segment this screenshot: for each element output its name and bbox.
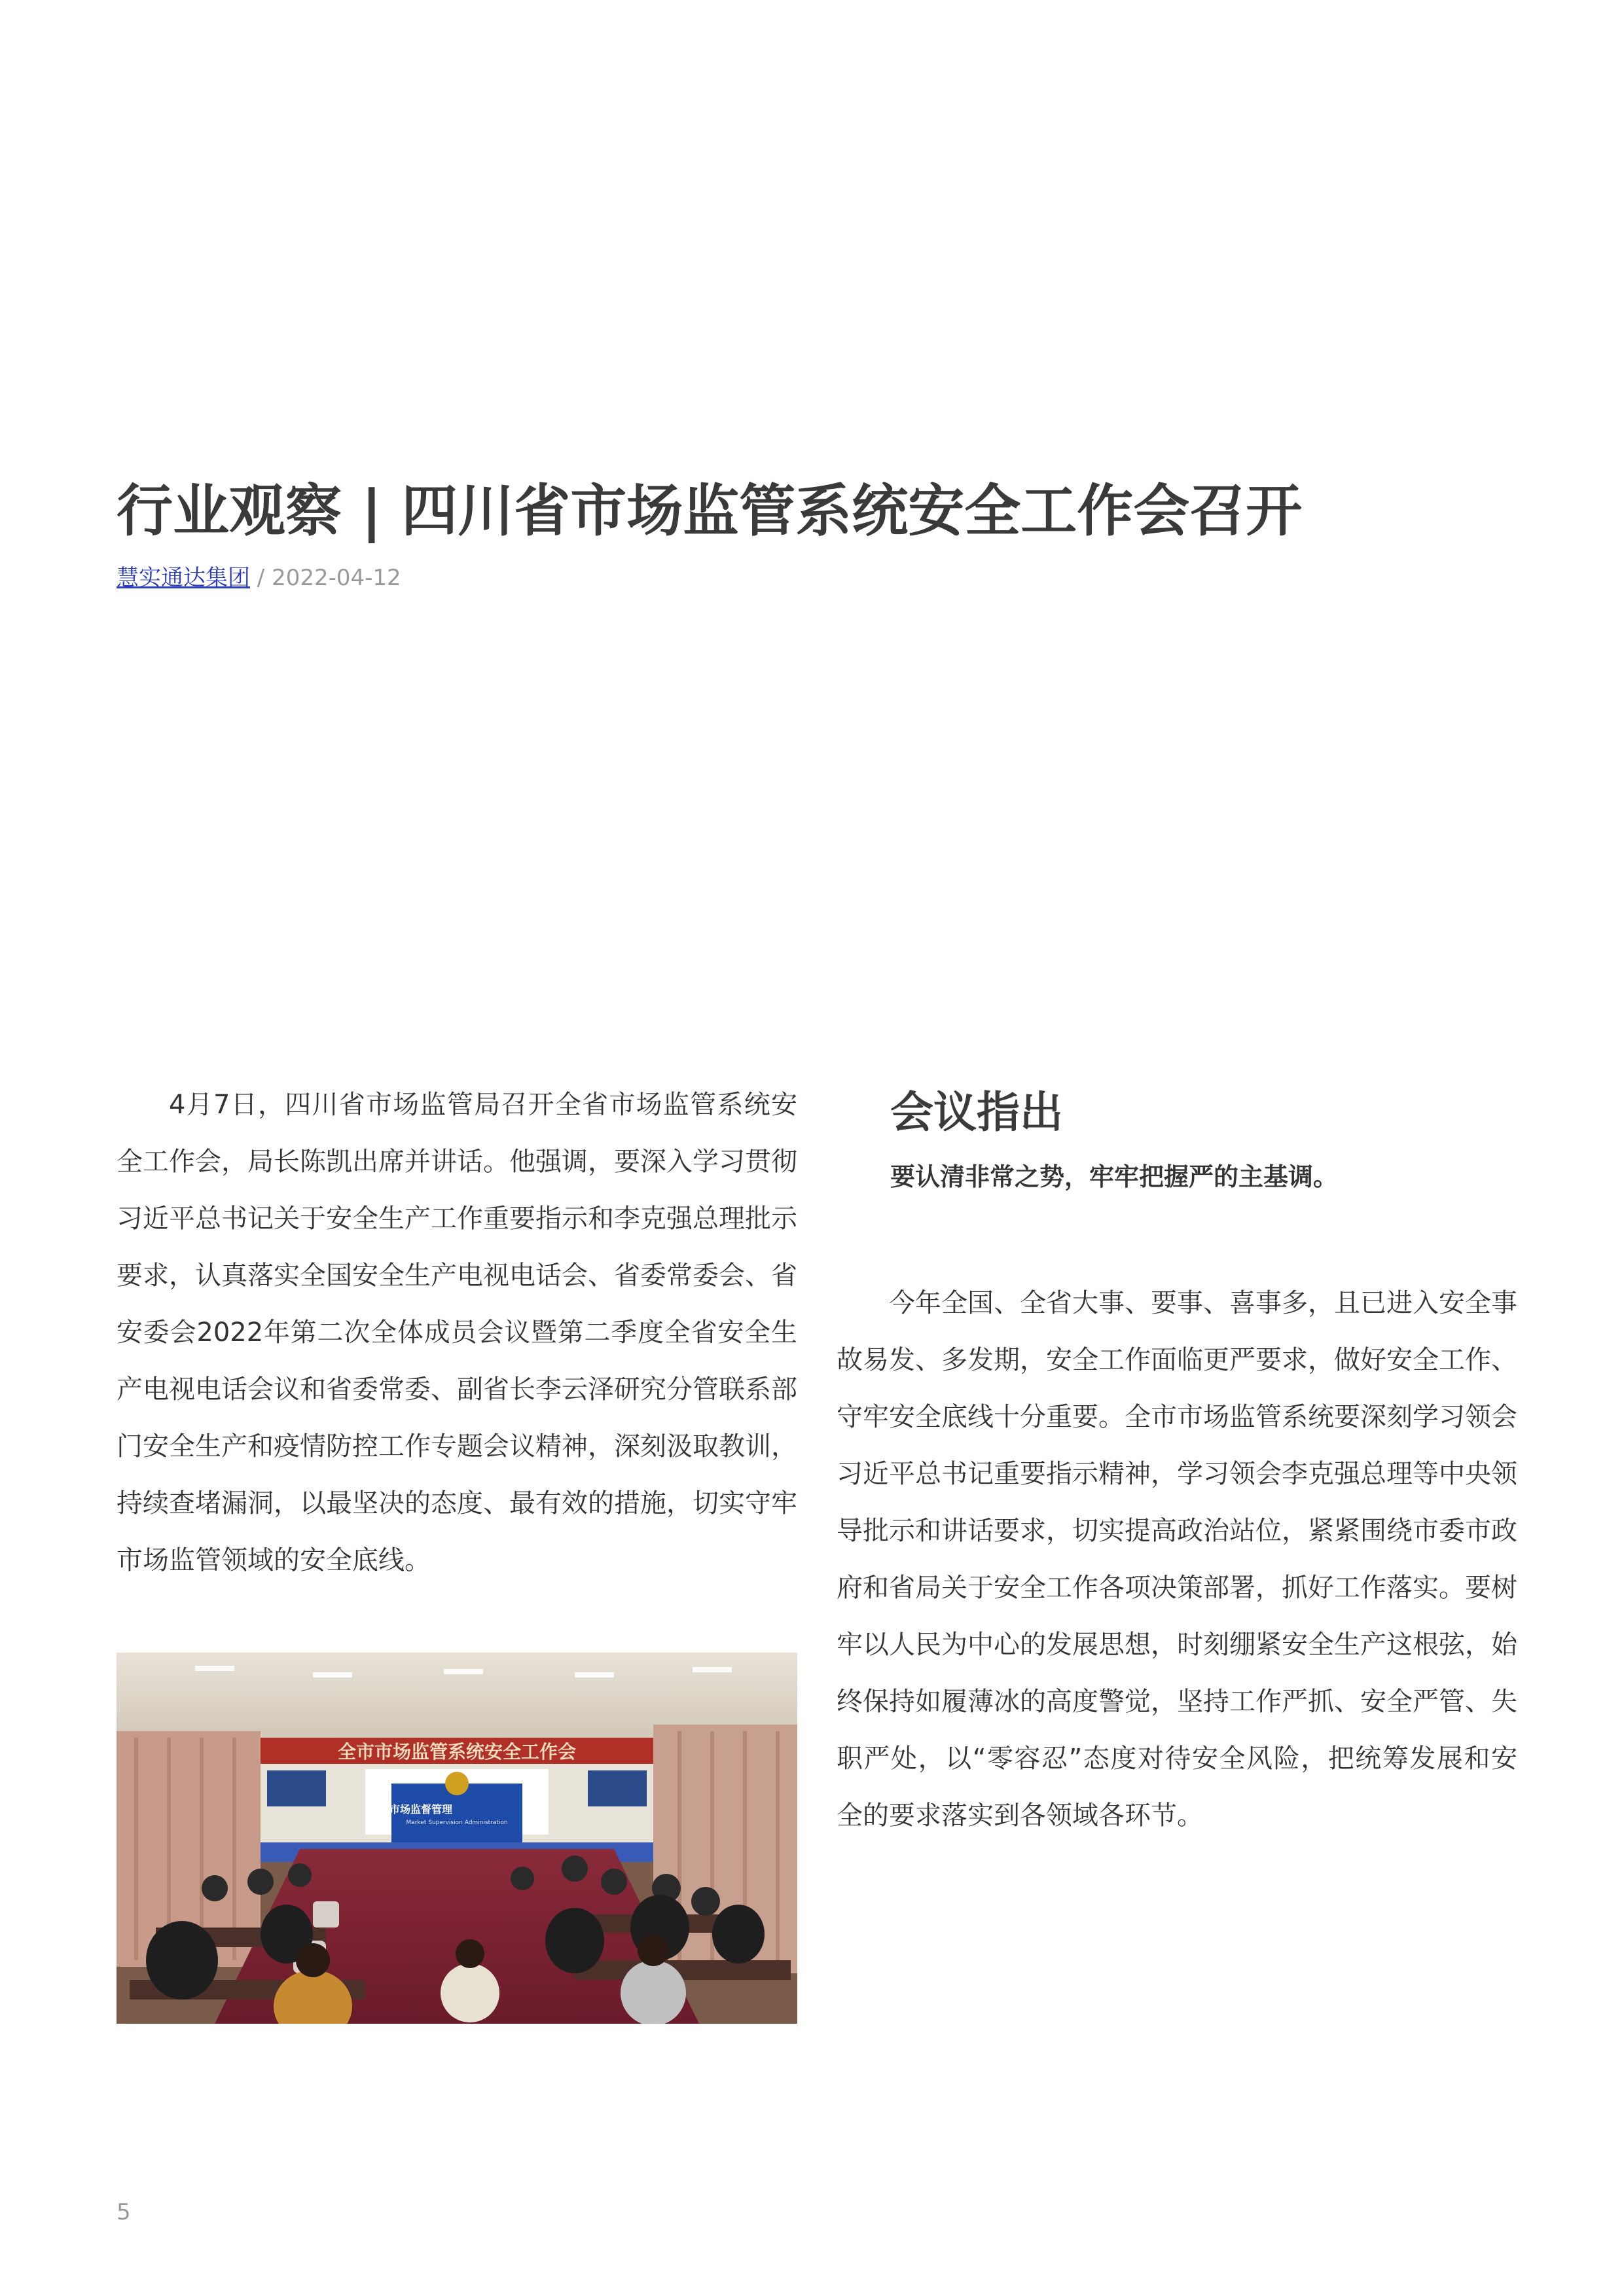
article-title: 行业观察 | 四川省市场监管系统安全工作会召开: [117, 478, 1303, 544]
intro-paragraph: 4月7日，四川省市场监管局召开全省市场监管系统安全工作会，局长陈凯出席并讲话。他强调，要深入学习贯彻习近平总书记关于安全生产工作重要指示和李克强总理批示要求，认真落实全国安全生产电视电话会、省委常委会、省安委会2022年第二次全体成员会议暨第二季度全省安全生产电视电话会议和省委常委、副省长李云泽研究分管联系部门安全生产和疫情防控工作专题会议精神，深刻汲取教训，持续查堵漏洞，以最坚决的态度、最有效的措施，切实守牢市场监管领域的安全底线。: [117, 1090, 797, 1575]
meeting-photo: [117, 1653, 797, 2024]
podium-subtext: Market Supervision Administration: [406, 1820, 508, 1826]
section-title: 会议指出: [890, 1087, 1063, 1138]
right-column: [837, 1080, 1517, 1844]
article-byline: [117, 562, 401, 594]
meeting-paragraph: 今年全国、全省大事、要事、喜事多，且已进入安全事故易发、多发期，安全工作面临更严要求，做好安全工作、守牢安全底线十分重要。全市市场监管系统要深刻学习领会习近平总书记重要指示精神，学习领会李克强总理等中央领导批示和讲话要求，切实提高政治站位，紧紧围绕市委市政府和省局关于安全工作各项决策部署，抓好工作落实。要树牢以人民为中心的发展思想，时刻绷紧安全生产这根弦，始终保持如履薄冰的高度警觉，坚持工作严抓、安全严管、失职严处，以“零容忍”态度对待安全风险，把统筹发展和安全的要求落实到各领域各环节。: [837, 1288, 1517, 1831]
publish-date: 2022-04-12: [272, 565, 401, 591]
podium-text: 市场监督管理: [389, 1803, 453, 1816]
page-number: 5: [117, 2199, 131, 2225]
author-link[interactable]: 慧实通达集团: [117, 565, 250, 591]
left-column: [117, 1077, 797, 1589]
section-subtitle: 要认清非常之势，牢牢把握严的主基调。: [890, 1162, 1339, 1191]
banner-text: 全市市场监管系统安全工作会: [337, 1741, 577, 1763]
byline-separator: /: [250, 565, 272, 591]
